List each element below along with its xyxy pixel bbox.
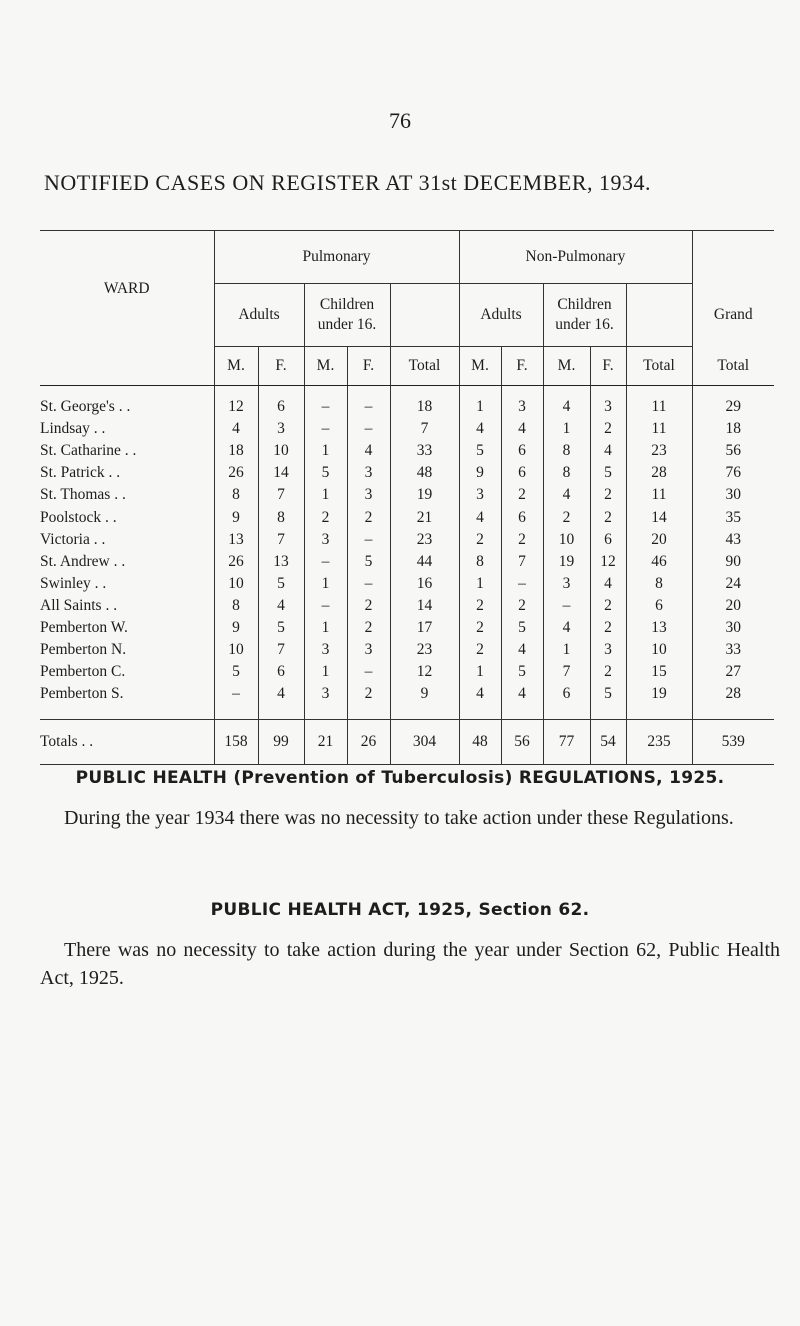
pulm-adult-m-header: M. [214,347,258,386]
cell-nt: 15 [626,661,692,683]
cell-pf: 8 [258,506,304,528]
cell-pcm: 3 [304,639,347,661]
cell-nf: 4 [501,639,543,661]
cell-pt: 44 [390,551,459,573]
cell-pt: 7 [390,418,459,440]
cell-gt: 27 [692,661,774,683]
totals-label: Totals . . [40,720,214,765]
ward-name: Swinley . . [40,574,107,592]
cell-ncf: 4 [590,440,626,462]
cell-pt: 21 [390,506,459,528]
cell-pt: 23 [390,529,459,551]
cell-pcf: 3 [347,484,390,506]
cell-nf: 6 [501,440,543,462]
cell-pcf: 2 [347,617,390,639]
cell-pt: 9 [390,683,459,720]
cell-nt: 23 [626,440,692,462]
table-row [40,386,774,419]
table-row [40,418,774,440]
table-row [40,595,774,617]
cell-pt: 12 [390,661,459,683]
cell-ncf: 4 [590,573,626,595]
ward-header: WARD [40,231,214,347]
cell-ncf: 3 [590,386,626,419]
cell-pf: 14 [258,462,304,484]
table-row [40,462,774,484]
cell-pcf: – [347,661,390,683]
table-row [40,529,774,551]
cell-nt: 14 [626,506,692,528]
ward-name: Pemberton N. [40,641,127,659]
cell-pcm: 2 [304,506,347,528]
cell-pf: 5 [258,573,304,595]
ward-name: St. Patrick . . [40,464,121,482]
cell-pm: 8 [214,484,258,506]
grand-header-top [692,231,774,284]
cell-pcf: 4 [347,440,390,462]
cell-pcm: 1 [304,661,347,683]
cell-pm: 10 [214,573,258,595]
cell-nm: 1 [459,661,501,683]
cell-pcm: – [304,418,347,440]
ward-name: Pemberton W. [40,618,128,636]
cell-gt: 56 [692,440,774,462]
cell-nt: 8 [626,573,692,595]
ward-name: St. Andrew . . [40,552,126,570]
cell-ncm: 3 [543,573,590,595]
grand-header: Grand [692,284,774,347]
cell-nm: 2 [459,617,501,639]
cell-nf: – [501,573,543,595]
cell-pcf: 3 [347,462,390,484]
cell-nt: 46 [626,551,692,573]
cell-ncm: 4 [543,484,590,506]
cell-nf: 56 [501,720,543,765]
cell-nt: 11 [626,418,692,440]
cell-pt: 18 [390,386,459,419]
cell-ncm: 6 [543,683,590,720]
cell-nt: 11 [626,386,692,419]
cell-gt: 539 [692,720,774,765]
ward-name: Victoria . . [40,530,106,548]
cell-pm: 8 [214,595,258,617]
cell-pcf: 5 [347,551,390,573]
cell-ncf: 2 [590,506,626,528]
table-title: NOTIFIED CASES ON REGISTER AT 31st DECEMBER, 1934. [44,170,652,195]
ward-name: Pemberton C. [40,663,126,681]
cell-ncm: 1 [543,639,590,661]
cell-pt: 23 [390,639,459,661]
cell-pt: 304 [390,720,459,765]
cell-ncf: 2 [590,617,626,639]
pulm-child-m-header: M. [304,347,347,386]
table-row [40,617,774,639]
cell-pcm: – [304,386,347,419]
cell-pcm: 1 [304,573,347,595]
cell-ncm: 4 [543,386,590,419]
table-row [40,639,774,661]
cell-nf: 2 [501,595,543,617]
cell-ncf: 2 [590,418,626,440]
cell-pcf: – [347,573,390,595]
ward-header-spacer [40,347,214,386]
cell-nm: 2 [459,595,501,617]
cell-ncm: 10 [543,529,590,551]
cell-pf: 10 [258,440,304,462]
cell-nm: 5 [459,440,501,462]
non-pulmonary-header: Non-Pulmonary [459,231,692,284]
cell-nm: 9 [459,462,501,484]
table-row [40,683,774,720]
cell-nm: 48 [459,720,501,765]
cell-pm: 5 [214,661,258,683]
cell-nm: 4 [459,418,501,440]
table-row [40,551,774,573]
regulations-text: During the year 1934 there was no necessity to take action under these Regulations. [64,807,734,829]
cell-gt: 35 [692,506,774,528]
cell-ncf: 2 [590,661,626,683]
cell-nt: 20 [626,529,692,551]
cell-pcm: – [304,595,347,617]
cell-nf: 3 [501,386,543,419]
cell-ncm: 19 [543,551,590,573]
cell-pcm: 1 [304,440,347,462]
cell-pm: 158 [214,720,258,765]
cell-pt: 19 [390,484,459,506]
cell-ncm: 2 [543,506,590,528]
cell-pm: 4 [214,418,258,440]
cell-nf: 2 [501,529,543,551]
table-row [40,661,774,683]
cell-ncf: 2 [590,484,626,506]
non-pulm-child-m-header: M. [543,347,590,386]
cell-nt: 28 [626,462,692,484]
cell-pf: 4 [258,595,304,617]
cell-ncm: 8 [543,462,590,484]
grand-total-header: Total [692,347,774,386]
cell-gt: 76 [692,462,774,484]
cell-pcm: – [304,551,347,573]
cell-gt: 18 [692,418,774,440]
cell-pf: 5 [258,617,304,639]
table-row [40,506,774,528]
ward-name: Poolstock . . [40,508,117,526]
totals-row [40,720,774,765]
pulm-adults-header: Adults [214,284,304,347]
cell-gt: 33 [692,639,774,661]
cell-pcf: – [347,418,390,440]
cell-nf: 5 [501,661,543,683]
pulm-total-spacer [390,284,459,347]
cell-nt: 13 [626,617,692,639]
pulm-adult-f-header: F. [258,347,304,386]
cell-pm: 9 [214,617,258,639]
cell-ncm: 1 [543,418,590,440]
cell-pcf: 26 [347,720,390,765]
cell-nf: 5 [501,617,543,639]
cell-ncm: 8 [543,440,590,462]
act-text: There was no necessity to take action during the year under Section 62, Public Health Act, 1925. [40,939,780,989]
cell-pf: 99 [258,720,304,765]
cell-pt: 14 [390,595,459,617]
cell-pcf: 2 [347,683,390,720]
cell-pcf: 2 [347,595,390,617]
cell-gt: 30 [692,484,774,506]
cell-nm: 3 [459,484,501,506]
cell-nf: 2 [501,484,543,506]
cell-pf: 6 [258,661,304,683]
cell-pf: 7 [258,529,304,551]
cell-pcm: 3 [304,683,347,720]
table-row [40,573,774,595]
non-pulm-adults-header: Adults [459,284,543,347]
cell-nm: 2 [459,639,501,661]
cell-pm: 10 [214,639,258,661]
cell-pcm: 1 [304,484,347,506]
cell-nm: 8 [459,551,501,573]
cell-pcm: 5 [304,462,347,484]
ward-name: St. Thomas . . [40,486,126,504]
non-pulm-adult-m-header: M. [459,347,501,386]
pulmonary-header: Pulmonary [214,231,459,284]
cell-pt: 33 [390,440,459,462]
cell-ncf: 5 [590,683,626,720]
cell-pcf: – [347,529,390,551]
cell-pm: 26 [214,551,258,573]
cell-gt: 28 [692,683,774,720]
pulm-total-header: Total [390,347,459,386]
cell-pt: 48 [390,462,459,484]
cell-pf: 7 [258,484,304,506]
pulm-children-header: Children under 16. [304,284,390,347]
act-heading: PUBLIC HEALTH ACT, 1925, Section 62. [210,900,590,920]
cell-gt: 20 [692,595,774,617]
cell-pm: – [214,683,258,720]
cell-ncf: 54 [590,720,626,765]
ward-name: Lindsay . . [40,420,106,438]
page-number: 76 [389,108,411,133]
cell-pm: 12 [214,386,258,419]
cell-gt: 90 [692,551,774,573]
cell-nt: 11 [626,484,692,506]
cell-pm: 9 [214,506,258,528]
cell-ncm: 7 [543,661,590,683]
cell-pt: 17 [390,617,459,639]
non-pulm-total-header: Total [626,347,692,386]
cell-nm: 1 [459,386,501,419]
cell-nf: 6 [501,462,543,484]
cell-pcf: – [347,386,390,419]
cell-pm: 26 [214,462,258,484]
cell-nf: 4 [501,683,543,720]
cell-gt: 29 [692,386,774,419]
cell-nf: 4 [501,418,543,440]
cell-pcf: 2 [347,506,390,528]
cell-ncf: 3 [590,639,626,661]
cell-gt: 43 [692,529,774,551]
cell-gt: 30 [692,617,774,639]
cell-ncf: 6 [590,529,626,551]
cases-table [40,230,774,765]
ward-name: All Saints . . [40,596,118,614]
ward-name: Pemberton S. [40,685,124,703]
cell-ncm: – [543,595,590,617]
pulm-child-f-header: F. [347,347,390,386]
cell-nm: 4 [459,506,501,528]
regulations-heading: PUBLIC HEALTH (Prevention of Tuberculosis) REGULATIONS, 1925. [75,768,725,788]
cell-nm: 4 [459,683,501,720]
cell-ncm: 4 [543,617,590,639]
ward-name: St. Catharine . . [40,442,137,460]
cell-gt: 24 [692,573,774,595]
cell-nt: 235 [626,720,692,765]
cell-nm: 1 [459,573,501,595]
cell-pcm: 1 [304,617,347,639]
cell-pf: 4 [258,683,304,720]
cell-ncm: 77 [543,720,590,765]
cell-ncf: 12 [590,551,626,573]
cell-nf: 7 [501,551,543,573]
cell-nt: 10 [626,639,692,661]
cell-nt: 6 [626,595,692,617]
cell-pm: 18 [214,440,258,462]
table-row [40,484,774,506]
non-pulm-total-spacer [626,284,692,347]
cell-pf: 3 [258,418,304,440]
cell-pf: 13 [258,551,304,573]
cell-pcf: 3 [347,639,390,661]
cell-pm: 13 [214,529,258,551]
cell-ncf: 5 [590,462,626,484]
non-pulm-adult-f-header: F. [501,347,543,386]
cell-pf: 6 [258,386,304,419]
cell-pf: 7 [258,639,304,661]
non-pulm-child-f-header: F. [590,347,626,386]
cell-pcm: 3 [304,529,347,551]
cell-ncf: 2 [590,595,626,617]
cell-nt: 19 [626,683,692,720]
cell-pcm: 21 [304,720,347,765]
cell-nm: 2 [459,529,501,551]
ward-name: St. George's . . [40,398,131,416]
non-pulm-children-header: Children under 16. [543,284,626,347]
cell-pt: 16 [390,573,459,595]
table-row [40,440,774,462]
cell-nf: 6 [501,506,543,528]
